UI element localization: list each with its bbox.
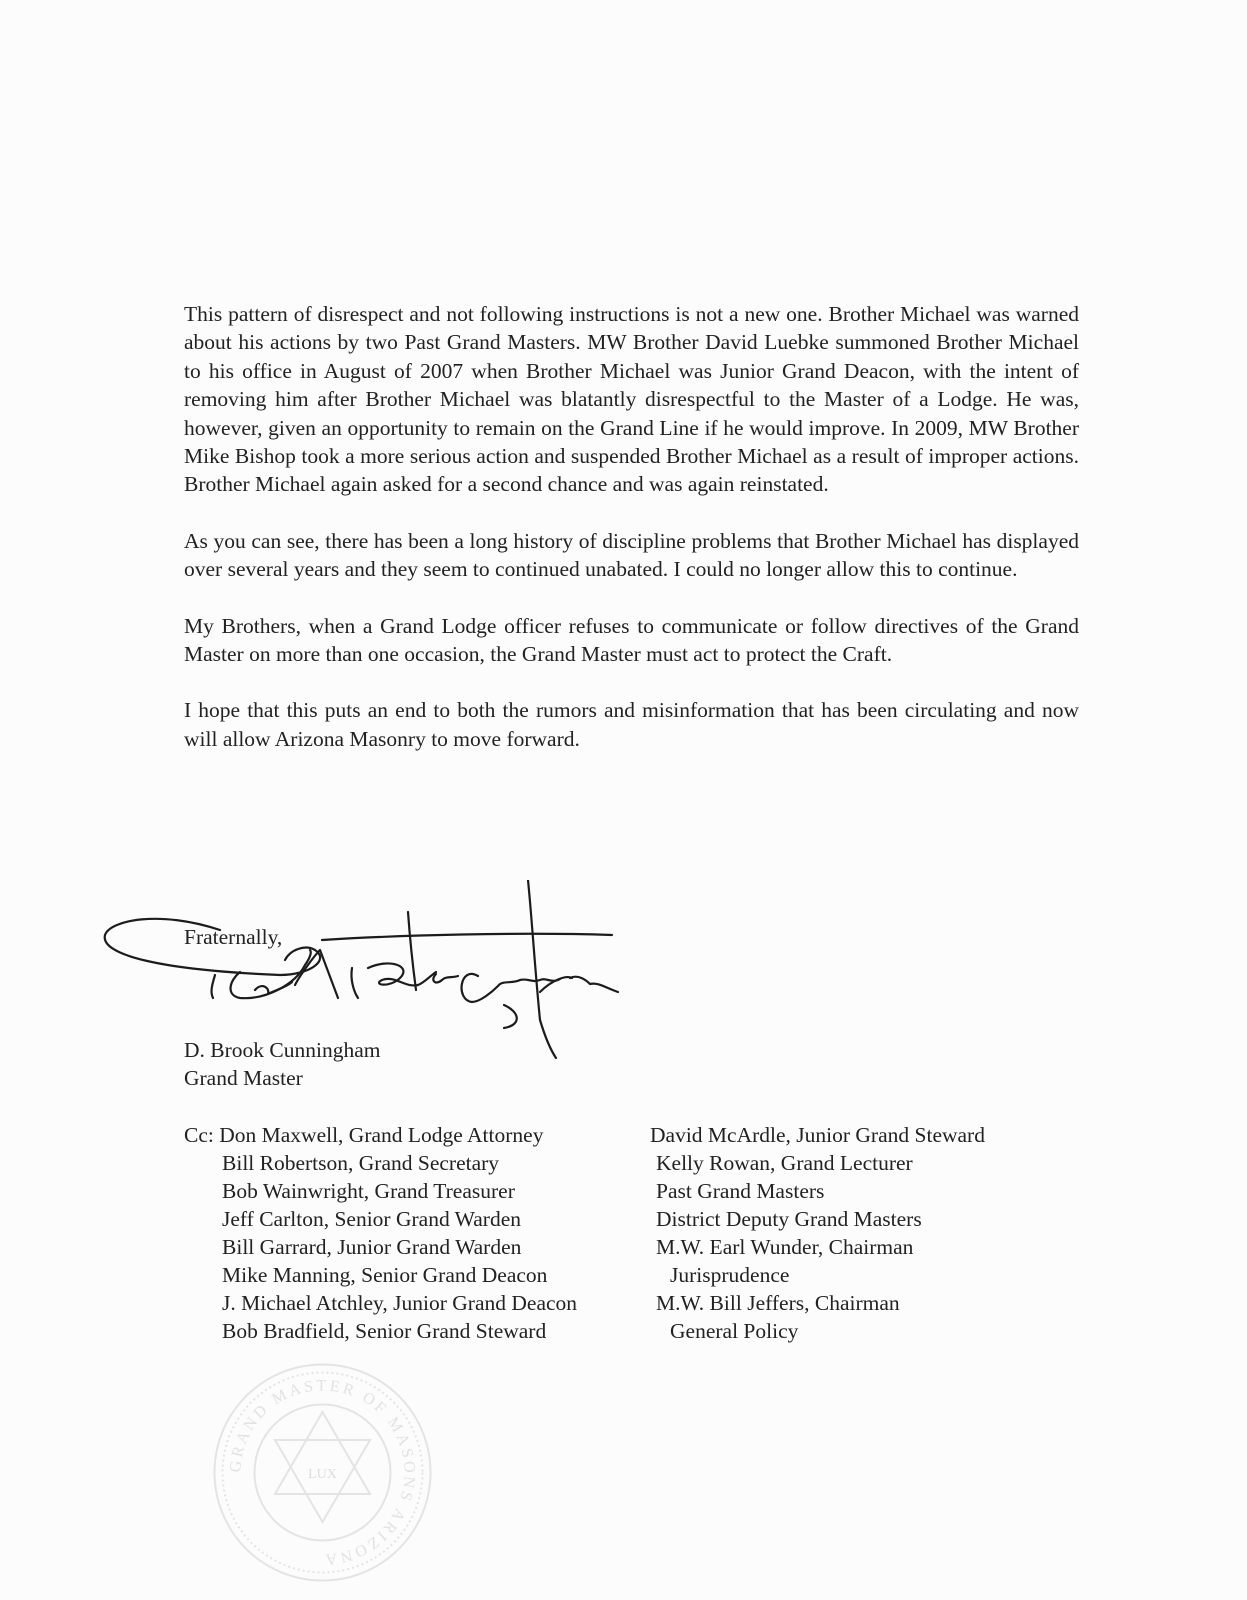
seal-center-text: LUX: [308, 1467, 337, 1482]
paragraph-conclusion: I hope that this puts an end to both the rumors and misinformation that has been circulating and now will allow Arizona Masonry to move forward.: [184, 698, 1079, 751]
cc-recipient: Kelly Rowan, Grand Lecturer: [656, 1151, 913, 1175]
cc-recipient: Jeff Carlton, Senior Grand Warden: [222, 1207, 521, 1231]
seal-ring-text: GRAND MASTER OF MASONS ARIZONA: [227, 1377, 418, 1568]
cc-recipient: Mike Manning, Senior Grand Deacon: [222, 1263, 548, 1287]
cc-recipient: M.W. Earl Wunder, Chairman: [656, 1235, 914, 1259]
signatory-title: Grand Master: [184, 1066, 303, 1090]
cc-recipient: General Policy: [670, 1319, 799, 1343]
cc-recipient: Bill Robertson, Grand Secretary: [222, 1151, 500, 1175]
signatory-block: [184, 1036, 380, 1092]
cc-recipient: M.W. Bill Jeffers, Chairman: [656, 1291, 900, 1315]
cc-recipient: Past Grand Masters: [656, 1179, 825, 1203]
cc-recipient: Bill Garrard, Junior Grand Warden: [222, 1235, 522, 1259]
cc-recipient: District Deputy Grand Masters: [656, 1207, 922, 1231]
letter-body: [184, 300, 1079, 781]
embossed-seal-icon: [210, 1360, 435, 1585]
cc-recipient: Bob Bradfield, Senior Grand Steward: [222, 1319, 547, 1343]
cc-recipient: Cc: Don Maxwell, Grand Lodge Attorney: [184, 1123, 544, 1147]
paragraph-long-history: As you can see, there has been a long history of discipline problems that Brother Michael has displayed over several years and they seem to continued unabated. I could no longer allow this to continue.: [184, 528, 1079, 582]
paragraph-grand-master-duty: My Brothers, when a Grand Lodge officer refuses to communicate or follow directives of the Grand Master on more than one occasion, the Grand Master must act to protect the Craft.: [184, 613, 1079, 667]
closing-salutation: Fraternally,: [184, 925, 283, 949]
cc-list-left: [184, 1121, 577, 1345]
cc-recipient: Jurisprudence: [670, 1263, 790, 1287]
cc-recipient: David McArdle, Junior Grand Steward: [650, 1123, 985, 1147]
cc-recipient: J. Michael Atchley, Junior Grand Deacon: [222, 1291, 578, 1315]
paragraph-discipline-history: This pattern of disrespect and not following instructions is not a new one. Brother Michael was warned about his actions by two Past Grand Masters. MW Brother David Luebke summoned Brother Michael to his office in August of 2007 when Brother Michael was Junior Grand Deacon, with the intent of removing him after Brother Michael was blatantly disrespectful to the Master of a Lodge. He was, however, given an opportunity to remain on the Grand Line if he would improve. In 2009, MW Brother Mike Bishop took a more serious action and suspended Brother Michael as a result of improper actions. Brother Michael again asked for a second chance and was again reinstated.: [184, 302, 1079, 497]
cc-list-right: [650, 1121, 985, 1345]
cc-recipient: Bob Wainwright, Grand Treasurer: [222, 1179, 515, 1203]
signatory-name: D. Brook Cunningham: [184, 1038, 381, 1062]
